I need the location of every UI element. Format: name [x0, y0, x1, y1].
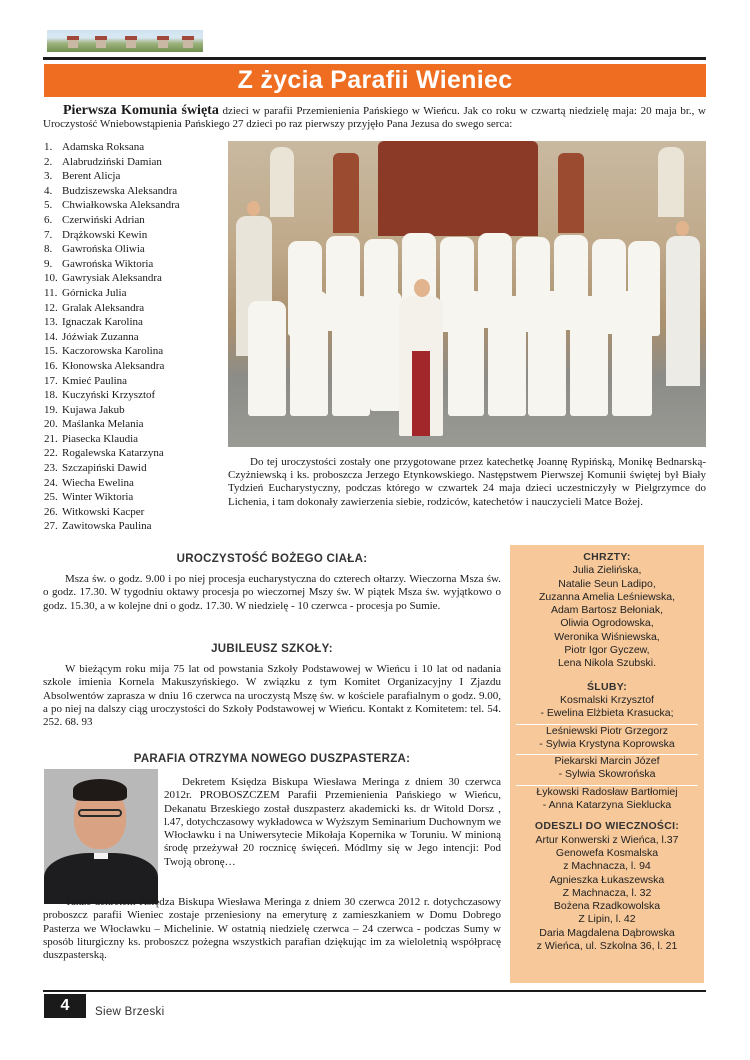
list-item-name: Wiecha Ewelina: [62, 476, 134, 489]
list-item-name: Kujawa Jakub: [62, 403, 125, 416]
section-heading-new-pastor: PARAFIA OTRZYMA NOWEGO DUSZPASTERZA:: [133, 753, 411, 765]
record-line: Łykowski Radosław Bartłomiej: [536, 785, 678, 798]
page-number: 4: [44, 994, 86, 1018]
list-item-number: 13.: [44, 316, 58, 329]
list-item: [44, 476, 224, 491]
list-item-name: Zawitowska Paulina: [62, 520, 152, 533]
list-item-name: Kaczorowska Karolina: [62, 345, 164, 358]
list-item: [44, 505, 224, 520]
list-item-name: Gawrońska Wiktoria: [62, 257, 154, 270]
list-item: [44, 432, 224, 447]
list-item-number: 14.: [44, 330, 58, 343]
list-item-number: 23.: [44, 462, 58, 475]
list-item-number: 22.: [44, 447, 58, 460]
page-title: Z życia Parafii Wieniec: [44, 64, 706, 97]
list-item: [44, 155, 224, 170]
record-line: - Anna Katarzyna Sieklucka: [542, 799, 672, 812]
record-line: Piekarski Marcin Józef: [554, 755, 660, 768]
list-item: [44, 242, 224, 257]
list-item-name: Witkowski Kacper: [62, 505, 145, 518]
list-item-name: Chwiałkowska Aleksandra: [62, 199, 180, 212]
deaths-heading: ODESZLI DO WIECZNOŚCI:: [534, 820, 680, 833]
record-line: Leśniewski Piotr Grzegorz: [546, 724, 668, 737]
list-item: [44, 388, 224, 403]
record-line: Adam Bartosz Bełoniak,: [550, 604, 664, 617]
record-line: - Ewelina Elżbieta Krasucka;: [540, 707, 674, 720]
list-item-name: Berent Alicja: [62, 170, 121, 183]
list-item-number: 4.: [44, 184, 53, 197]
intro-paragraph: [43, 104, 706, 131]
list-item: [44, 374, 224, 389]
list-item: [44, 213, 224, 228]
record-line: Kosmalski Krzysztof: [560, 693, 654, 706]
list-item-number: 17.: [44, 374, 58, 387]
list-item-number: 8.: [44, 243, 53, 256]
record-line: Lena Nikola Szubski.: [557, 657, 657, 670]
list-item-name: Kmieć Paulina: [62, 374, 128, 387]
record-line: Artur Konwerski z Wieńca, l.37: [535, 833, 679, 846]
list-item-name: Adamska Roksana: [62, 141, 145, 153]
list-item: [44, 198, 224, 213]
weddings-heading: ŚLUBY:: [586, 680, 628, 693]
list-item-name: Górnicka Julia: [62, 286, 127, 299]
intro-lead: Pierwsza Komunia święta: [63, 103, 219, 118]
list-item-name: Jóźwiak Zuzanna: [62, 330, 139, 343]
list-item-number: 2.: [44, 155, 53, 168]
record-line: Julia Zielińska,: [572, 564, 642, 577]
record-line: - Sylwia Skowrońska: [558, 768, 656, 781]
list-item-name: Budziszewska Aleksandra: [62, 184, 178, 197]
list-item-number: 12.: [44, 301, 58, 314]
baptisms-list: [510, 564, 704, 670]
list-item-name: Gawrysiak Aleksandra: [62, 272, 162, 285]
new-pastor-text: Dekretem Księdza Biskupa Wiesława Meringa z dniem 30 czerwca 2012r. PROBOSZCZEM Parafii Przemienienia Pańskiego w Wieńcu, Dekanatu Brzeskiego został duszpasterz akademicki ks. dr Witold Dorsz , l.47, dotychczasowy wykładowca w Wyższym Seminarium Duchownym we Włocławku i na Uniwersytecie Mikołaja Kopernika w Toruniu. W minioną środę przeżywał 20 rocznicę święceń. Módlmy się w Jego intencji: Pod Twoją obronę…: [164, 776, 501, 868]
communion-children-list: [44, 140, 224, 534]
list-item-name: Czerwiński Adrian: [62, 213, 145, 226]
list-item: [44, 490, 224, 505]
record-line: Oliwia Ogrodowska,: [560, 617, 654, 630]
list-item: [44, 417, 224, 432]
record-line: Zuzanna Amelia Leśniewska,: [539, 590, 675, 603]
weddings-list: [510, 694, 704, 812]
communion-group-photo: [228, 141, 706, 447]
list-item: [44, 344, 224, 359]
list-item-number: 9.: [44, 257, 53, 270]
publication-name: Siew Brzeski: [95, 1006, 165, 1018]
list-item: [44, 461, 224, 476]
list-item-number: 6.: [44, 213, 53, 226]
list-item-name: Piasecka Klaudia: [62, 432, 139, 445]
section-school-jubilee: [43, 643, 501, 729]
list-item-name: Maślanka Melania: [62, 418, 144, 431]
list-item-number: 19.: [44, 403, 58, 416]
parish-records-sidebar: [510, 545, 704, 983]
record-line: Bożena Rzadkowolska: [553, 900, 661, 913]
record-line: Z Machnacza, l. 32: [562, 886, 652, 899]
deaths-list: [510, 834, 704, 954]
list-item: [44, 315, 224, 330]
section-heading: UROCZYSTOŚĆ BOŻEGO CIAŁA:: [176, 553, 368, 565]
record-line: z Machnacza, l. 94: [563, 860, 651, 873]
list-item-number: 26.: [44, 505, 58, 518]
list-item: [44, 359, 224, 374]
list-item: [44, 519, 224, 534]
list-item-number: 20.: [44, 418, 58, 431]
list-item-name: Drążkowski Kewin: [62, 228, 148, 241]
list-item-name: Ignaczak Karolina: [62, 316, 143, 329]
baptisms-heading: CHRZTY:: [583, 551, 631, 563]
list-item: [44, 403, 224, 418]
list-item-name: Winter Wiktoria: [62, 491, 134, 504]
list-item-number: 16.: [44, 359, 58, 372]
list-item-name: Alabrudziński Damian: [62, 155, 162, 168]
list-item-number: 21.: [44, 432, 58, 445]
list-item: [44, 184, 224, 199]
record-line: Natalie Seun Ladipo,: [558, 577, 656, 590]
list-item-name: Szczapiński Dawid: [62, 462, 147, 475]
list-item: [44, 446, 224, 461]
list-item-name: Kłonowska Aleksandra: [62, 359, 165, 372]
section-text: Msza św. o godz. 9.00 i po niej procesja eucharystyczna do czterech ołtarzy. Wieczorna Msza św. o godz. 17.30. W tygodniu oktawy procesja po wieczornej Mszy św. W piątek Msza św. wyjątkowo o godz. 15.30, a w kolejne dni o godz. 17.30. W niedzielę - 10 czerwca - procesja po Sumie.: [43, 573, 501, 612]
list-item: [44, 169, 224, 184]
record-line: Weronika Wiśniewska,: [554, 630, 660, 643]
header-thumbnail-photo: [47, 30, 203, 52]
section-corpus-christi: [43, 553, 501, 613]
list-item-name: Kuczyński Krzysztof: [62, 389, 156, 402]
record-line: Daria Magdalena Dąbrowska: [539, 926, 675, 939]
list-item: [44, 271, 224, 286]
record-line: Genowefa Kosmalska: [555, 846, 659, 859]
list-item-name: Rogalewska Katarzyna: [62, 447, 164, 460]
list-item-number: 7.: [44, 228, 53, 241]
list-item-number: 1.: [44, 141, 53, 153]
list-item-number: 18.: [44, 389, 58, 402]
list-item-number: 27.: [44, 520, 58, 533]
list-item: [44, 257, 224, 272]
list-item-name: Gralak Aleksandra: [62, 301, 145, 314]
footer-rule: [43, 990, 706, 992]
record-line: Piotr Igor Gyczew,: [564, 644, 650, 657]
list-item: [44, 301, 224, 316]
list-item-number: 25.: [44, 491, 58, 504]
list-item-name: Gawrońska Oliwia: [62, 243, 145, 256]
photo-caption: Do tej uroczystości zostały one przygotowane przez katechetkę Joannę Rypińską, Monikę Bednarską-Czyżniewską i ks. proboszcza Jerzego Etynkowskiego. Następstwem Pierwszej Komunii świętej był Biały Tydzień Eucharystyczny, podczas którego w czwartek 24 maja dzieci uczestniczyły w Pielgrzymce do Lichenia, i tam dokonały zawierzenia siebie, rodziców, katechetów i nauczycieli Matce Bożej.: [228, 456, 706, 508]
section-text: W bieżącym roku mija 75 lat od powstania Szkoły Podstawowej w Wieńcu i 10 lat od nadania szkole imienia Kornela Makuszyńskiego. W związku z tym Komitet Organizacyjny I Zjazdu Absolwentów zaprasza w dniu 16 czerwca na uroczystą Mszę św. w kościele parafialnym o godz. 9.00, a po niej na dalszy ciąg uroczystości do Szkoły Podstawowej w Wieńcu. Kontakt z Komitetem: tel. 54. 252. 68. 93: [43, 663, 501, 729]
list-item: [44, 330, 224, 345]
record-line: Z Lipin, l. 42: [578, 913, 636, 926]
list-item-number: 11.: [44, 286, 58, 299]
record-line: z Wieńca, ul. Szkolna 36, l. 21: [536, 940, 678, 953]
section-heading: JUBILEUSZ SZKOŁY:: [211, 643, 333, 655]
priest-portrait-photo: [44, 769, 158, 904]
header-rule: [43, 57, 706, 60]
retiring-pastor-text: Także dekretem Księdza Biskupa Wiesława Meringa z dniem 30 czerwca 2012 r. dotychczasowy proboszcz parafii Wieniec zostaje przeniesiony na emeryturę z zamieszkaniem w Domu Dobrego Pasterza we Włocławku – Michelinie. W ostatnią niedzielę czerwca – 24 czerwca - podczas Sumy w sposób liturgiczny ks. proboszcz pożegna wszystkich parafian dziękując im za wieloletnią współpracę duszpasterską.: [43, 896, 501, 962]
list-item-number: 10.: [44, 272, 58, 285]
list-item-number: 5.: [44, 199, 53, 212]
list-item-number: 24.: [44, 476, 58, 489]
record-line: - Sylwia Krystyna Koprowska: [539, 737, 675, 750]
intro-text: dzieci w parafii Przemienienia Pańskiego w Wieńcu. Jak co roku w czwartą niedzielę maja: 20 maja br., w Uroczystość Wniebowstąpienia Pańskiego 27 dzieci po raz pierwszy przyjęło Pana Jezusa do swego serca:: [43, 105, 707, 130]
list-item: [44, 286, 224, 301]
list-item-number: 3.: [44, 170, 53, 183]
list-item: [44, 140, 224, 155]
list-item: [44, 228, 224, 243]
record-line: Agnieszka Łukaszewska: [549, 873, 665, 886]
list-item-number: 15.: [44, 345, 58, 358]
